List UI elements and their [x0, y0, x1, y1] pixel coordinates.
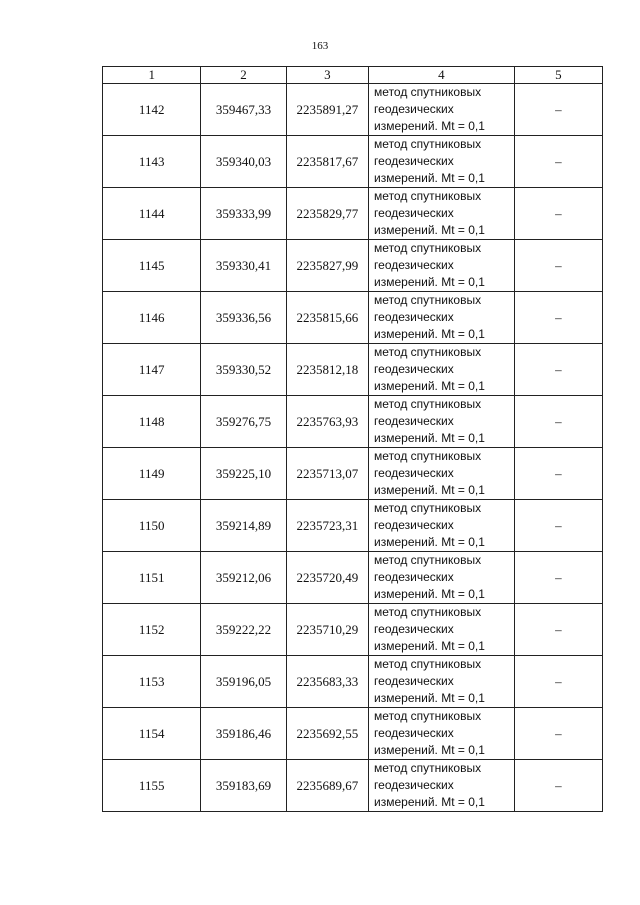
table-row	[103, 84, 603, 136]
y-coordinate-cell: 2235713,07	[286, 448, 368, 500]
note-cell: –	[514, 240, 602, 292]
note-cell: –	[514, 500, 602, 552]
method-cell	[369, 136, 515, 188]
method-line: измерений. Mt = 0,1	[374, 171, 485, 185]
table-header	[103, 67, 603, 84]
x-coordinate-cell: 359330,52	[201, 344, 286, 396]
y-coordinate-cell: 2235891,27	[286, 84, 368, 136]
method-line: метод спутниковых	[374, 85, 482, 99]
method-line: геодезических	[374, 414, 454, 428]
table-row	[103, 500, 603, 552]
method-line: метод спутниковых	[374, 501, 482, 515]
table-row	[103, 656, 603, 708]
x-coordinate-cell: 359212,06	[201, 552, 286, 604]
method-line: геодезических	[374, 622, 454, 636]
y-coordinate-cell: 2235683,33	[286, 656, 368, 708]
method-cell	[369, 344, 515, 396]
method-line: измерений. Mt = 0,1	[374, 379, 485, 393]
y-coordinate-cell: 2235723,31	[286, 500, 368, 552]
y-coordinate-cell: 2235710,29	[286, 604, 368, 656]
method-cell	[369, 552, 515, 604]
method-line: измерений. Mt = 0,1	[374, 119, 485, 133]
page-number: 163	[311, 40, 329, 52]
table-row	[103, 396, 603, 448]
method-cell	[369, 760, 515, 812]
method-line: геодезических	[374, 362, 454, 376]
method-line: геодезических	[374, 778, 454, 792]
method-line: измерений. Mt = 0,1	[374, 223, 485, 237]
method-line: измерений. Mt = 0,1	[374, 587, 485, 601]
y-coordinate-cell: 2235692,55	[286, 708, 368, 760]
point-number-cell: 1154	[103, 708, 201, 760]
point-number-cell: 1149	[103, 448, 201, 500]
note-cell: –	[514, 760, 602, 812]
table-row	[103, 344, 603, 396]
method-line: метод спутниковых	[374, 293, 482, 307]
header-col-4: 4	[369, 67, 515, 84]
note-cell: –	[514, 292, 602, 344]
x-coordinate-cell: 359183,69	[201, 760, 286, 812]
method-line: измерений. Mt = 0,1	[374, 431, 485, 445]
point-number-cell: 1148	[103, 396, 201, 448]
note-cell: –	[514, 188, 602, 240]
note-cell: –	[514, 552, 602, 604]
method-line: метод спутниковых	[374, 397, 482, 411]
method-line: геодезических	[374, 466, 454, 480]
point-number-cell: 1146	[103, 292, 201, 344]
method-cell	[369, 656, 515, 708]
method-cell	[369, 396, 515, 448]
y-coordinate-cell: 2235689,67	[286, 760, 368, 812]
method-line: измерений. Mt = 0,1	[374, 327, 485, 341]
point-number-cell: 1145	[103, 240, 201, 292]
note-cell: –	[514, 604, 602, 656]
point-number-cell: 1147	[103, 344, 201, 396]
x-coordinate-cell: 359225,10	[201, 448, 286, 500]
method-line: измерений. Mt = 0,1	[374, 795, 485, 809]
method-cell	[369, 708, 515, 760]
table-row	[103, 240, 603, 292]
note-cell: –	[514, 396, 602, 448]
method-line: геодезических	[374, 570, 454, 584]
method-line: метод спутниковых	[374, 657, 482, 671]
method-line: метод спутниковых	[374, 449, 482, 463]
method-cell	[369, 188, 515, 240]
x-coordinate-cell: 359336,56	[201, 292, 286, 344]
table-row	[103, 604, 603, 656]
point-number-cell: 1142	[103, 84, 201, 136]
method-line: геодезических	[374, 518, 454, 532]
note-cell: –	[514, 136, 602, 188]
table-body	[103, 84, 603, 812]
point-number-cell: 1150	[103, 500, 201, 552]
method-line: геодезических	[374, 258, 454, 272]
method-line: геодезических	[374, 102, 454, 116]
table-row	[103, 136, 603, 188]
method-line: измерений. Mt = 0,1	[374, 275, 485, 289]
method-line: метод спутниковых	[374, 709, 482, 723]
table-row	[103, 708, 603, 760]
x-coordinate-cell: 359186,46	[201, 708, 286, 760]
point-number-cell: 1153	[103, 656, 201, 708]
method-line: метод спутниковых	[374, 189, 482, 203]
method-line: измерений. Mt = 0,1	[374, 483, 485, 497]
method-cell	[369, 84, 515, 136]
method-line: измерений. Mt = 0,1	[374, 743, 485, 757]
header-row	[103, 67, 603, 84]
x-coordinate-cell: 359196,05	[201, 656, 286, 708]
method-line: метод спутниковых	[374, 761, 482, 775]
method-line: геодезических	[374, 310, 454, 324]
method-line: геодезических	[374, 154, 454, 168]
note-cell: –	[514, 448, 602, 500]
table-row	[103, 552, 603, 604]
header-col-1: 1	[103, 67, 201, 84]
note-cell: –	[514, 84, 602, 136]
x-coordinate-cell: 359214,89	[201, 500, 286, 552]
table-row	[103, 188, 603, 240]
table-row	[103, 448, 603, 500]
point-number-cell: 1143	[103, 136, 201, 188]
y-coordinate-cell: 2235815,66	[286, 292, 368, 344]
note-cell: –	[514, 708, 602, 760]
y-coordinate-cell: 2235812,18	[286, 344, 368, 396]
method-line: измерений. Mt = 0,1	[374, 535, 485, 549]
method-line: метод спутниковых	[374, 605, 482, 619]
method-line: метод спутниковых	[374, 137, 482, 151]
y-coordinate-cell: 2235829,77	[286, 188, 368, 240]
table-row	[103, 292, 603, 344]
note-cell: –	[514, 344, 602, 396]
method-line: измерений. Mt = 0,1	[374, 691, 485, 705]
table-row	[103, 760, 603, 812]
method-line: геодезических	[374, 726, 454, 740]
method-line: метод спутниковых	[374, 345, 482, 359]
point-number-cell: 1144	[103, 188, 201, 240]
method-cell	[369, 448, 515, 500]
header-col-3: 3	[286, 67, 368, 84]
note-cell: –	[514, 656, 602, 708]
method-line: геодезических	[374, 206, 454, 220]
point-number-cell: 1151	[103, 552, 201, 604]
header-col-5: 5	[514, 67, 602, 84]
coordinates-table	[102, 66, 603, 812]
x-coordinate-cell: 359276,75	[201, 396, 286, 448]
y-coordinate-cell: 2235827,99	[286, 240, 368, 292]
method-line: метод спутниковых	[374, 241, 482, 255]
point-number-cell: 1155	[103, 760, 201, 812]
method-cell	[369, 500, 515, 552]
method-line: измерений. Mt = 0,1	[374, 639, 485, 653]
method-cell	[369, 240, 515, 292]
x-coordinate-cell: 359467,33	[201, 84, 286, 136]
method-cell	[369, 604, 515, 656]
method-line: геодезических	[374, 674, 454, 688]
method-cell	[369, 292, 515, 344]
method-line: метод спутниковых	[374, 553, 482, 567]
x-coordinate-cell: 359330,41	[201, 240, 286, 292]
x-coordinate-cell: 359222,22	[201, 604, 286, 656]
x-coordinate-cell: 359333,99	[201, 188, 286, 240]
header-col-2: 2	[201, 67, 286, 84]
point-number-cell: 1152	[103, 604, 201, 656]
y-coordinate-cell: 2235817,67	[286, 136, 368, 188]
x-coordinate-cell: 359340,03	[201, 136, 286, 188]
y-coordinate-cell: 2235720,49	[286, 552, 368, 604]
y-coordinate-cell: 2235763,93	[286, 396, 368, 448]
